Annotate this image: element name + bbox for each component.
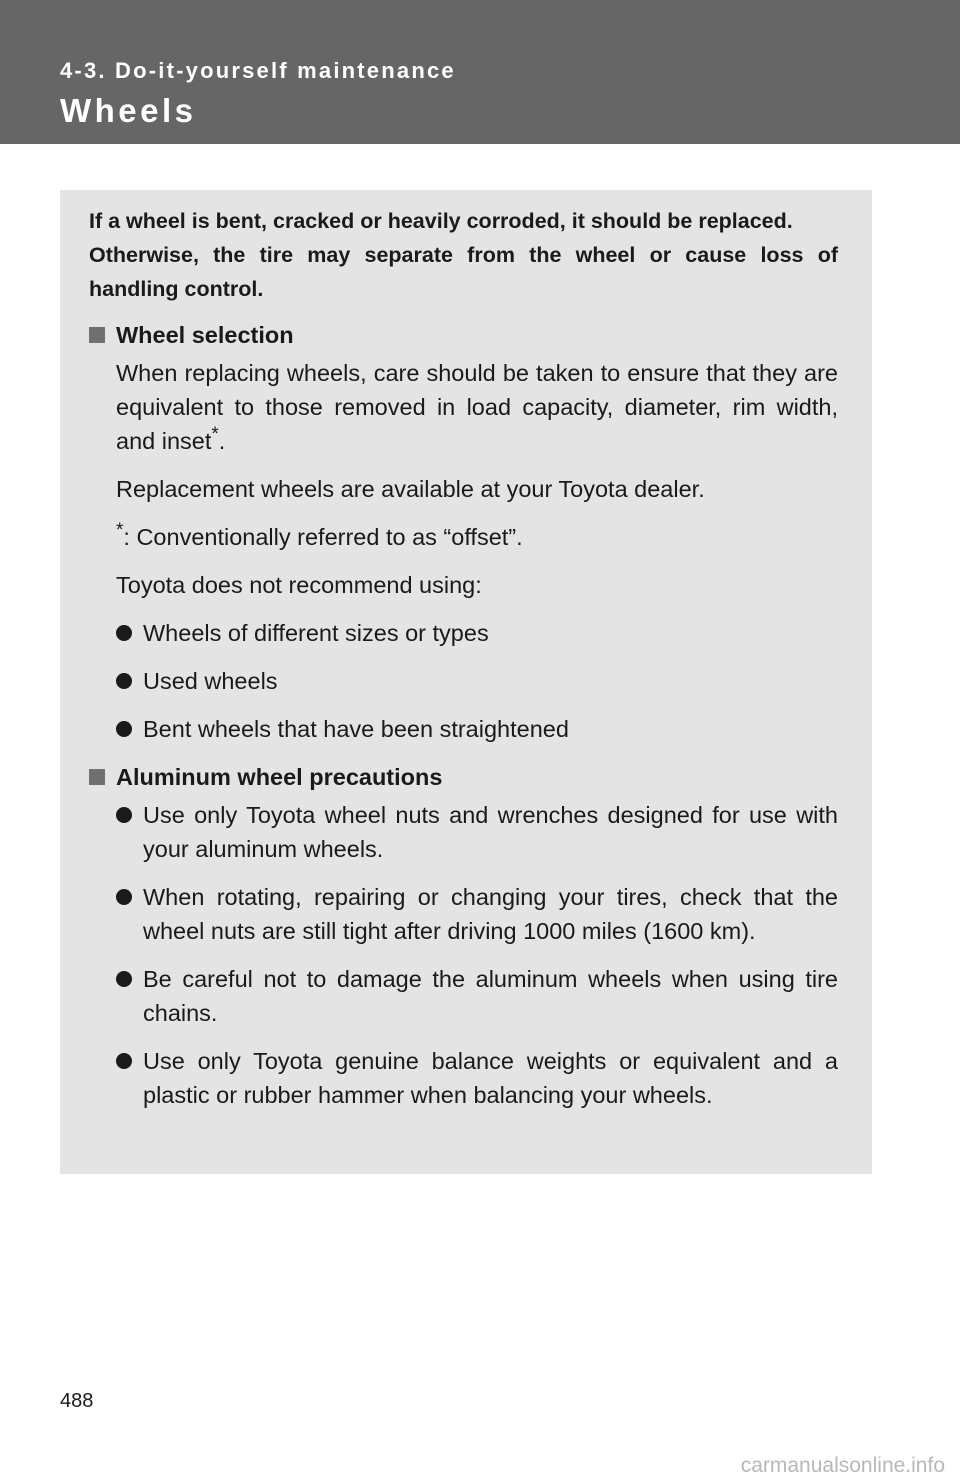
square-bullet-icon xyxy=(89,327,105,343)
footnote xyxy=(89,520,838,554)
list-item xyxy=(89,616,838,650)
bullet-dot-icon xyxy=(116,673,132,689)
bullet-dot-icon xyxy=(116,1053,132,1069)
list-item-text: Wheels of different sizes or types xyxy=(143,620,489,646)
bullet-dot-icon xyxy=(116,625,132,641)
list-item-text: When rotating, repairing or changing your tires, check that the wheel nuts are still tight after driving 1000 miles (1600 km). xyxy=(143,884,838,944)
wheel-selection-para-1-end: . xyxy=(218,428,226,454)
aluminum-heading xyxy=(89,760,838,794)
bullet-dot-icon xyxy=(116,807,132,823)
wheel-selection-heading xyxy=(89,318,838,352)
list-item xyxy=(89,880,838,948)
wheel-selection-para-3: Toyota does not recommend using: xyxy=(116,572,482,598)
footnote-text: : Conventionally referred to as “offset”. xyxy=(123,524,523,550)
wheel-selection-para-1 xyxy=(89,356,838,458)
square-bullet-icon xyxy=(89,769,105,785)
content-box xyxy=(60,190,872,1174)
list-item-text: Use only Toyota genuine balance weights or equivalent and a plastic or rubber hammer when balancing your wheels. xyxy=(143,1048,838,1108)
bullet-dot-icon xyxy=(116,889,132,905)
list-item xyxy=(89,712,838,746)
list-item xyxy=(89,664,838,698)
list-item xyxy=(89,798,838,866)
list-item xyxy=(89,962,838,1030)
wheel-selection-heading-text: Wheel selection xyxy=(116,322,294,348)
list-item xyxy=(89,1044,838,1112)
list-item-text: Used wheels xyxy=(143,668,278,694)
wheel-selection-para-2: Replacement wheels are available at your Toyota dealer. xyxy=(116,476,705,502)
page-title: Wheels xyxy=(60,92,197,129)
asterisk-mark: * xyxy=(211,424,219,445)
page-header xyxy=(0,0,960,144)
list-item-text: Bent wheels that have been straightened xyxy=(143,716,569,742)
page-number: 488 xyxy=(60,1390,94,1412)
watermark: carmanualsonline.info xyxy=(740,1454,945,1477)
intro-line-1: If a wheel is bent, cracked or heavily corroded, it should be replaced. xyxy=(89,209,793,233)
list-item-text: Be careful not to damage the aluminum wheels when using tire chains. xyxy=(143,966,838,1026)
list-item-text: Use only Toyota wheel nuts and wrenches designed for use with your aluminum wheels. xyxy=(143,802,838,862)
bullet-dot-icon xyxy=(116,721,132,737)
section-label: 4-3. Do-it-yourself maintenance xyxy=(60,58,456,83)
wheel-selection-para-1-text: When replacing wheels, care should be taken to ensure that they are equivalent to those removed in load capacity, diameter, rim width, and inset xyxy=(116,360,838,454)
intro-line-2: Otherwise, the tire may separate from the wheel or cause loss of handling control. xyxy=(89,243,838,301)
footnote-asterisk: * xyxy=(116,520,124,541)
bullet-dot-icon xyxy=(116,971,132,987)
aluminum-heading-text: Aluminum wheel precautions xyxy=(116,764,443,790)
